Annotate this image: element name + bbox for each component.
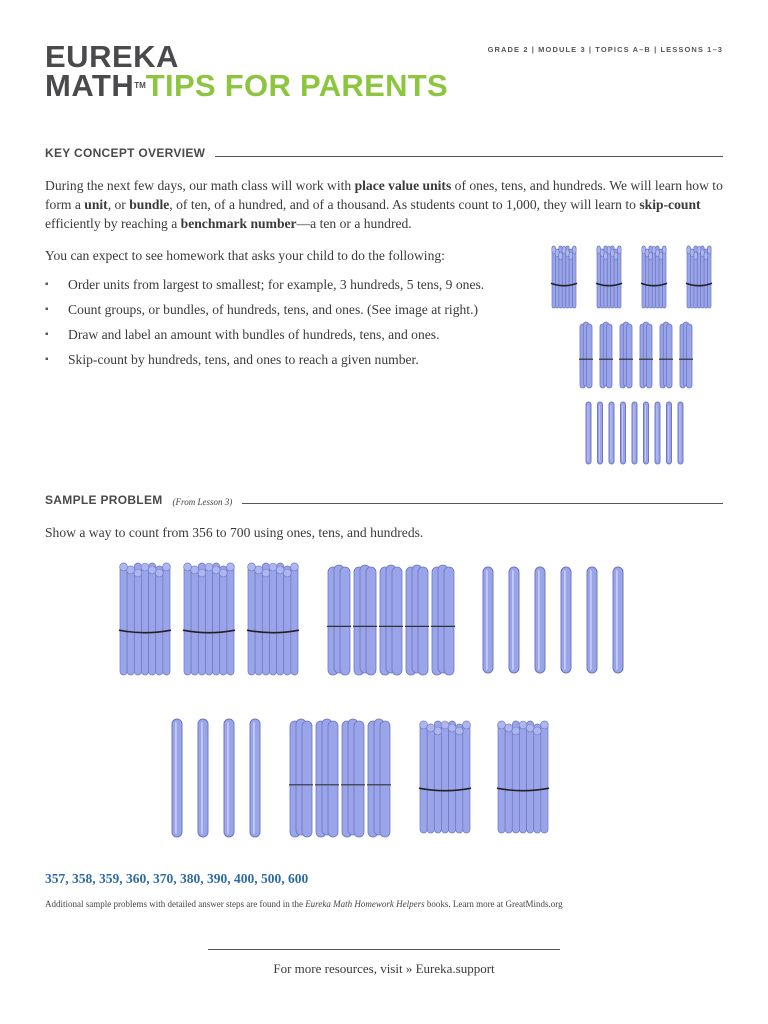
ten-bundle bbox=[679, 322, 693, 388]
ten-bundle bbox=[619, 322, 633, 388]
ten-bundle bbox=[379, 565, 403, 675]
hundred-bundle bbox=[119, 563, 171, 675]
hundred-bundle bbox=[419, 721, 471, 833]
ten-bundle bbox=[315, 719, 339, 837]
trademark-mark: TM bbox=[134, 81, 146, 90]
homework-intro: You can expect to see homework that asks your child to do the following: bbox=[45, 248, 445, 263]
sample-problem-prompt: Show a way to count from 356 to 700 using ones, tens, and hundreds. bbox=[45, 525, 424, 540]
footer-rule bbox=[208, 949, 560, 950]
list-item: ▪ Skip-count by hundreds, tens, and ones to reach a given number. bbox=[45, 350, 515, 369]
ones-stick bbox=[678, 402, 683, 464]
hundred-bundle bbox=[551, 246, 577, 308]
ones-stick bbox=[655, 402, 660, 464]
ones-stick bbox=[483, 567, 493, 673]
hundred-bundle bbox=[183, 563, 235, 675]
page-title: TIPS FOR PARENTS bbox=[145, 68, 448, 103]
hundred-bundle bbox=[686, 246, 712, 308]
ones-stick bbox=[198, 719, 208, 837]
ones-stick bbox=[535, 567, 545, 673]
footer-resources-text: For more resources, visit » Eureka.support bbox=[273, 961, 495, 976]
ones-stick bbox=[621, 402, 626, 464]
hundred-bundle bbox=[497, 721, 549, 833]
count-sequence: 357, 358, 359, 360, 370, 380, 390, 400, 500, 600 bbox=[45, 871, 309, 886]
key-concept-paragraph: During the next few days, our math class will work with place value units of ones, tens, and hundreds. We will learn how to form a unit, or bundle, of ten, of a hundred, and of a thousand. As students count to 1,000, they will learn to skip-count efficiently by reaching a benchmark number—a ten or a hundred. bbox=[45, 178, 723, 231]
key-concept-heading: KEY CONCEPT OVERVIEW bbox=[45, 146, 206, 160]
ten-bundle bbox=[579, 322, 593, 388]
section-rule bbox=[242, 503, 723, 504]
ones-stick bbox=[586, 402, 591, 464]
list-item: ▪ Draw and label an amount with bundles of hundreds, tens, and ones. bbox=[45, 325, 515, 344]
ones-stick bbox=[250, 719, 260, 837]
ten-bundle bbox=[367, 719, 391, 837]
bundles-image-sample-problem bbox=[100, 555, 660, 845]
ones-stick bbox=[172, 719, 182, 837]
hundred-bundle bbox=[641, 246, 667, 308]
logo-word-eureka: EUREKA bbox=[45, 39, 179, 74]
ten-bundle bbox=[659, 322, 673, 388]
key-concept-heading-row bbox=[45, 146, 723, 160]
footnote: Additional sample problems with detailed answer steps are found in the Eureka Math Homework Helpers books. Learn more at GreatMinds.org bbox=[45, 899, 563, 909]
grade-module-label: GRADE 2 | MODULE 3 | TOPICS A–B | LESSONS 1–3 bbox=[487, 45, 723, 54]
ten-bundle bbox=[599, 322, 613, 388]
ten-bundle bbox=[353, 565, 377, 675]
ten-bundle bbox=[639, 322, 653, 388]
ten-bundle bbox=[327, 565, 351, 675]
ones-stick bbox=[561, 567, 571, 673]
ten-bundle bbox=[405, 565, 429, 675]
logo-word-math: MATH bbox=[45, 68, 135, 103]
section-rule bbox=[215, 156, 723, 157]
list-item: ▪ Order units from largest to smallest; for example, 3 hundreds, 5 tens, 9 ones. bbox=[45, 275, 515, 294]
ones-stick bbox=[587, 567, 597, 673]
bundles-image-key-concept bbox=[540, 238, 730, 470]
ones-stick bbox=[613, 567, 623, 673]
eureka-math-logo bbox=[45, 39, 448, 106]
ones-stick bbox=[644, 402, 649, 464]
ten-bundle bbox=[431, 565, 455, 675]
hundred-bundle bbox=[596, 246, 622, 308]
homework-list bbox=[45, 275, 515, 375]
hundred-bundle bbox=[247, 563, 299, 675]
ones-stick bbox=[509, 567, 519, 673]
sample-problem-heading: SAMPLE PROBLEM bbox=[45, 493, 163, 507]
ones-stick bbox=[598, 402, 603, 464]
list-item: ▪ Count groups, or bundles, of hundreds, tens, and ones. (See image at right.) bbox=[45, 300, 515, 319]
lesson-reference: (From Lesson 3) bbox=[172, 497, 233, 507]
ten-bundle bbox=[289, 719, 313, 837]
ten-bundle bbox=[341, 719, 365, 837]
ones-stick bbox=[224, 719, 234, 837]
ones-stick bbox=[609, 402, 614, 464]
ones-stick bbox=[632, 402, 637, 464]
sample-problem-heading-row bbox=[45, 493, 723, 507]
ones-stick bbox=[667, 402, 672, 464]
